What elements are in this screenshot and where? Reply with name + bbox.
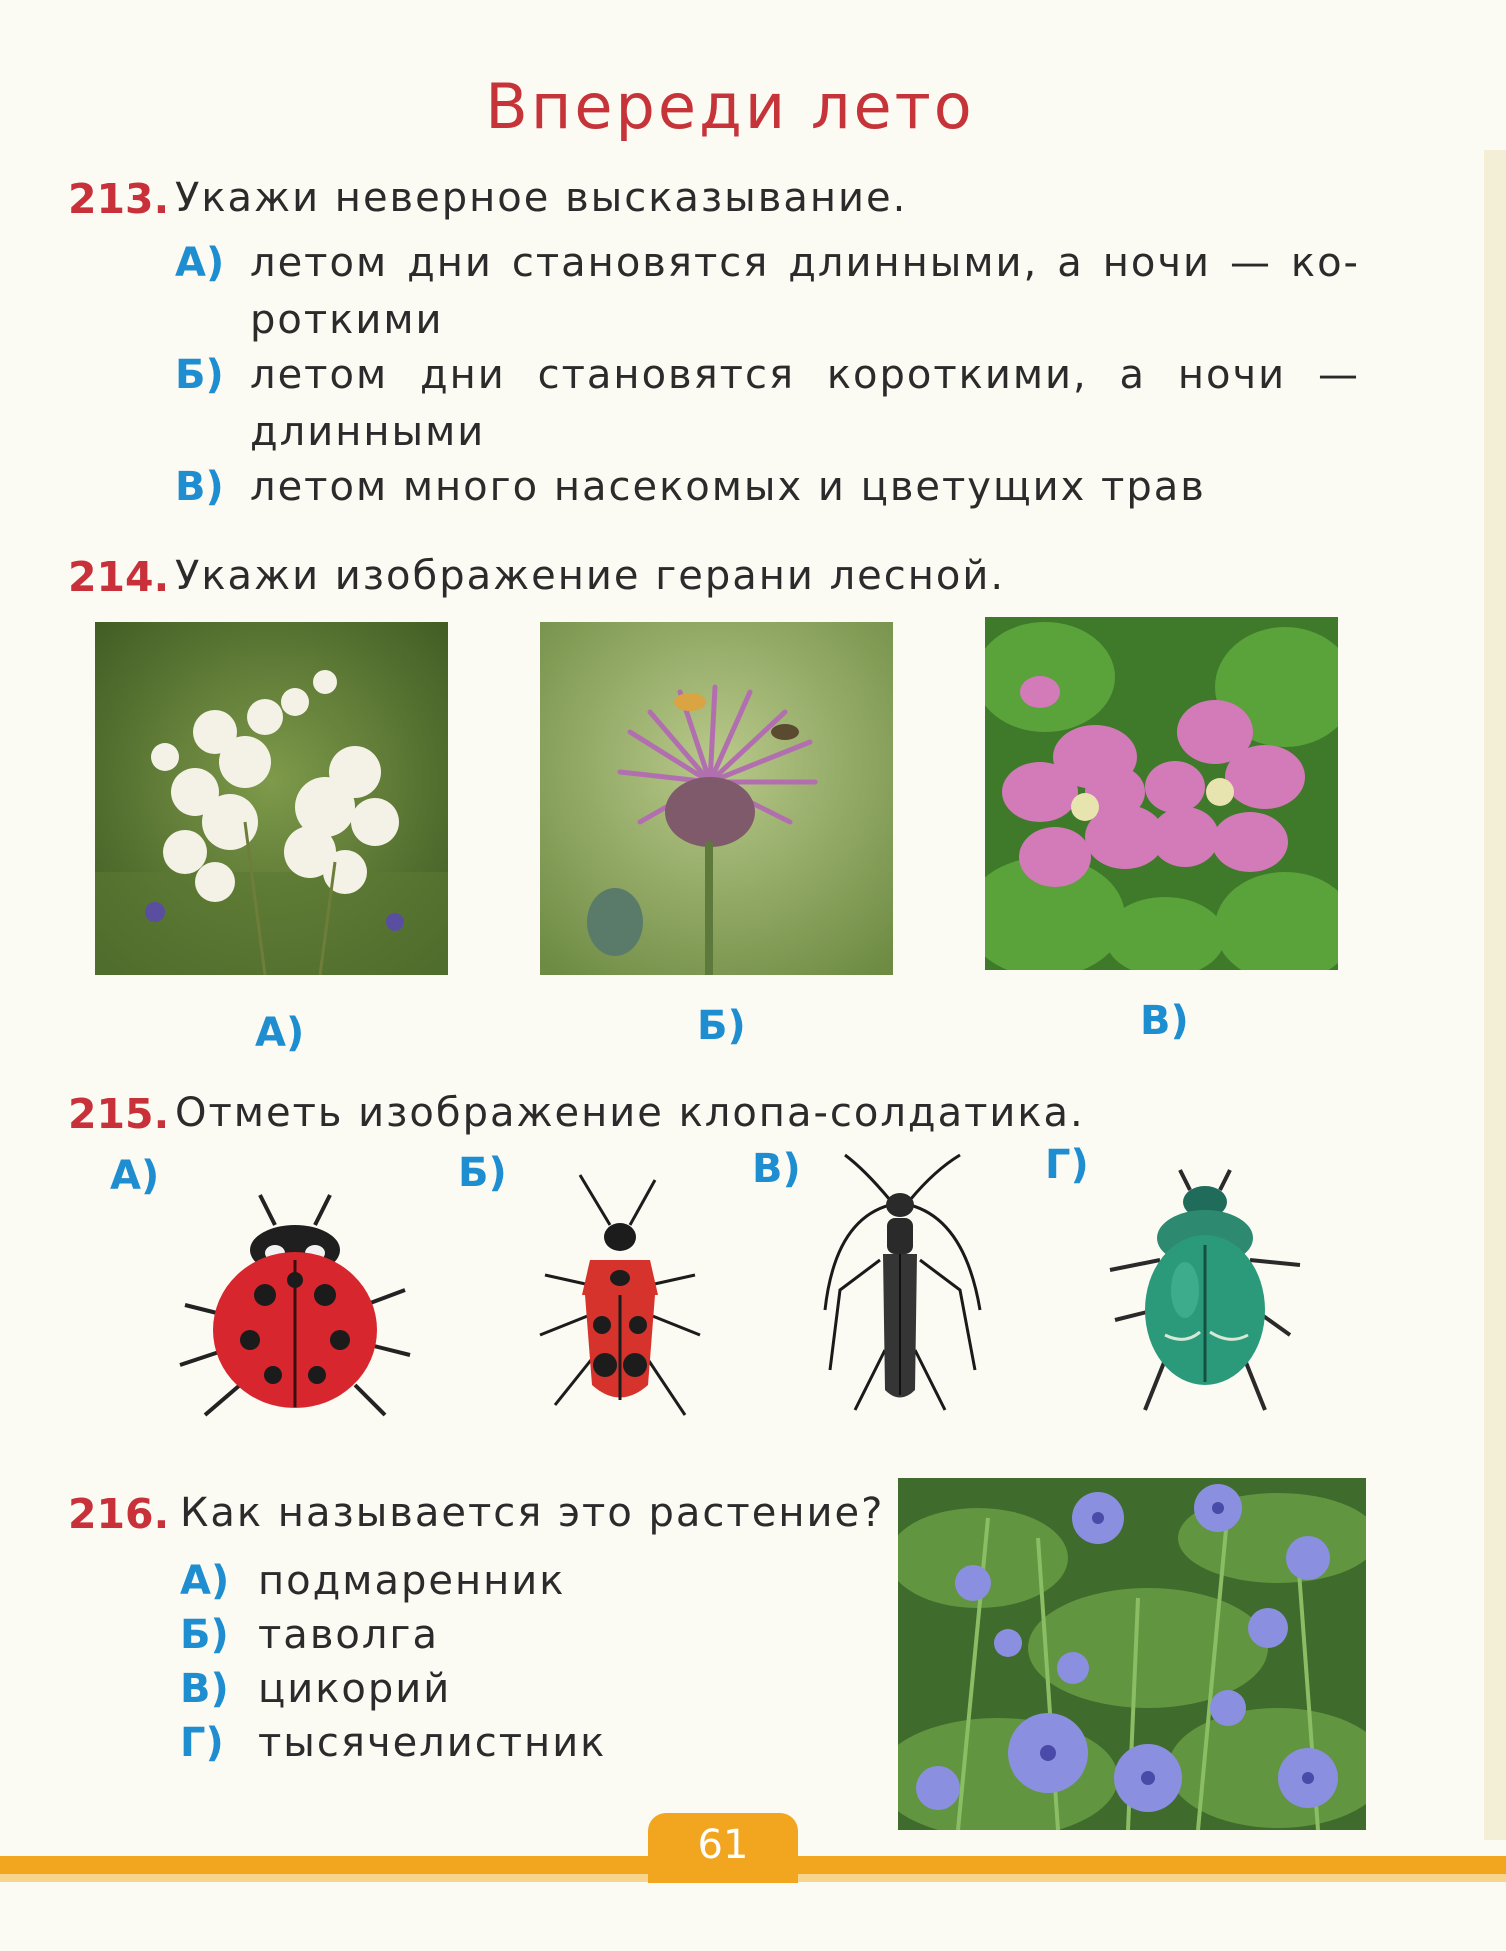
page-title: Впереди лето <box>485 70 975 143</box>
task-216-question: Как называется это растение? <box>180 1490 885 1536</box>
longhorn-beetle-image[interactable] <box>805 1150 995 1430</box>
task-216-option-b-text[interactable]: таволга <box>258 1612 439 1658</box>
chicory-photo <box>898 1478 1366 1830</box>
task-216-option-d-text[interactable]: тысячелистник <box>258 1720 607 1766</box>
task-213-option-b-letter[interactable]: Б) <box>175 352 224 398</box>
geranium-photo[interactable] <box>985 617 1338 970</box>
task-213-option-c-text[interactable]: летом много насекомых и цветущих трав <box>250 464 1206 510</box>
task-216-option-c-text[interactable]: цикорий <box>258 1666 452 1712</box>
task-213-option-a-letter[interactable]: А) <box>175 240 225 286</box>
insect-d-label[interactable]: Г) <box>1045 1142 1089 1188</box>
task-213-option-b-text-cont: длинными <box>250 409 486 455</box>
task-213-option-b-text[interactable]: летом дни становятся короткими, а ночи — <box>250 352 1360 398</box>
insect-c-label[interactable]: В) <box>752 1146 801 1192</box>
task-216-option-c-letter[interactable]: В) <box>180 1666 229 1712</box>
firebug-image[interactable] <box>530 1165 710 1435</box>
task-215-number: 215. <box>68 1090 170 1138</box>
task-216-option-a-letter[interactable]: А) <box>180 1558 230 1604</box>
meadowsweet-photo[interactable] <box>95 622 448 975</box>
image-c-label[interactable]: В) <box>1140 998 1189 1044</box>
task-216-option-d-letter[interactable]: Г) <box>180 1720 224 1766</box>
rose-chafer-image[interactable] <box>1090 1160 1320 1420</box>
insect-a-label[interactable]: А) <box>110 1153 160 1199</box>
task-213-option-c-letter[interactable]: В) <box>175 464 224 510</box>
task-216-number: 216. <box>68 1490 170 1538</box>
task-216-option-b-letter[interactable]: Б) <box>180 1612 229 1658</box>
image-a-label[interactable]: А) <box>255 1010 305 1056</box>
image-b-label[interactable]: Б) <box>697 1003 746 1049</box>
page-edge-strip <box>1484 150 1506 1840</box>
insect-b-label[interactable]: Б) <box>458 1150 507 1196</box>
task-214-number: 214. <box>68 553 170 601</box>
task-216-option-a-text[interactable]: подмаренник <box>258 1558 566 1604</box>
task-214-question: Укажи изображение герани лесной. <box>175 553 1006 599</box>
page-number: 61 <box>697 1822 749 1868</box>
knapweed-photo[interactable] <box>540 622 893 975</box>
task-213-option-a-text-cont: роткими <box>250 297 444 343</box>
task-213-question: Укажи неверное высказывание. <box>175 175 908 221</box>
task-215-question: Отметь изображение клопа-солдатика. <box>175 1090 1085 1136</box>
ladybug-image[interactable] <box>165 1185 425 1425</box>
task-213-option-a-text[interactable]: летом дни становятся длинными, а ночи — ко- <box>250 240 1360 286</box>
task-213-number: 213. <box>68 175 170 223</box>
